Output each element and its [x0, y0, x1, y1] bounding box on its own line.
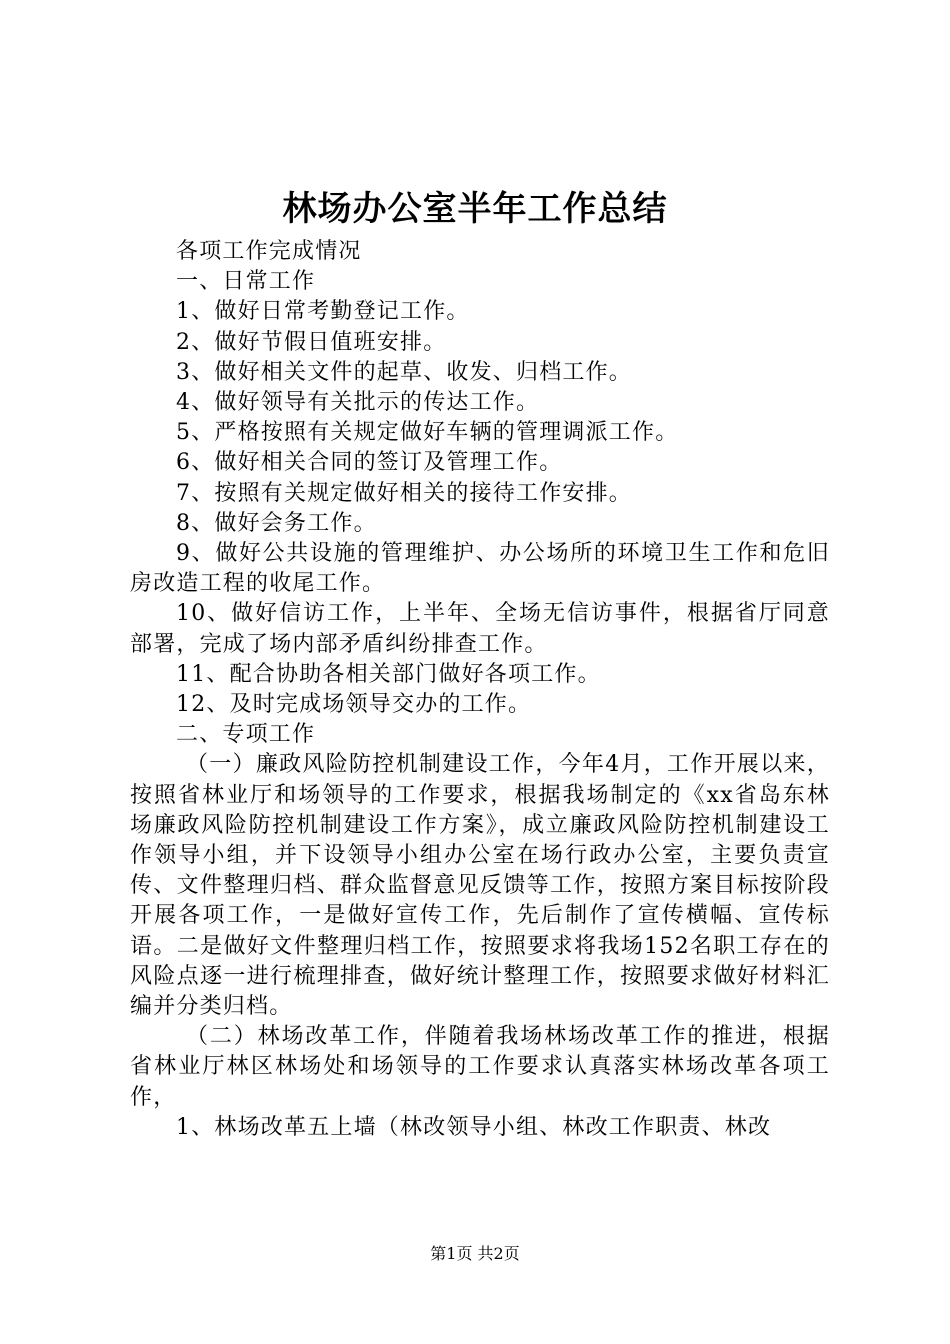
- paragraph: 二、专项工作: [176, 722, 316, 748]
- paragraph: 10、做好信访工作，上半年、全场无信访事件，根据省厅同意部署，完成了场内部矛盾纠纷排查工作。: [130, 601, 830, 657]
- paragraph: 1、林场改革五上墙（林改领导小组、林改工作职责、林改: [176, 1114, 772, 1140]
- document-title: 林场办公室半年工作总结: [282, 189, 668, 229]
- paragraph: 1、做好日常考勤登记工作。: [176, 299, 470, 325]
- paragraph: 一、日常工作: [176, 269, 316, 295]
- paragraph: 9、做好公共设施的管理维护、办公场所的环境卫生工作和危旧房改造工程的收尾工作。: [130, 541, 830, 597]
- paragraph: 6、做好相关合同的签订及管理工作。: [176, 450, 563, 476]
- paragraph: 5、严格按照有关规定做好车辆的管理调派工作。: [176, 420, 679, 446]
- paragraph: 8、做好会务工作。: [176, 510, 377, 536]
- paragraph: （一）廉政风险防控机制建设工作，今年4月，工作开展以来，按照省林业厅和场领导的工作要求，根据我场制定的《xx省岛东林场廉政风险防控机制建设工作方案》，成立廉政风险防控机制建设工作领导小组，并下设领导小组办公室在场行政办公室，主要负责宣传、文件整理归档、群众监督意见反馈等工作，按照方案目标按阶段开展各项工作，一是做好宣传工作，先后制作了宣传横幅、宣传标语。二是做好文件整理归档工作，按照要求将我场152名职工存在的风险点逐一进行梳理排查，做好统计整理工作，按照要求做好材料汇编并分类归档。: [130, 752, 830, 1020]
- paragraph: 12、及时完成场领导交办的工作。: [176, 692, 532, 718]
- paragraph: 3、做好相关文件的起草、收发、归档工作。: [176, 359, 632, 385]
- document-body: [130, 237, 830, 1143]
- paragraph: 7、按照有关规定做好相关的接待工作安排。: [176, 480, 632, 506]
- paragraph: （二）林场改革工作，伴随着我场林场改革工作的推进，根据省林业厅林区林场处和场领导的工作要求认真落实林场改革各项工作，: [130, 1024, 830, 1110]
- paragraph: 11、配合协助各相关部门做好各项工作。: [176, 661, 601, 687]
- paragraph: 4、做好领导有关批示的传达工作。: [176, 390, 540, 416]
- paragraph: 2、做好节假日值班安排。: [176, 329, 447, 355]
- paragraph: 各项工作完成情况: [176, 239, 362, 264]
- page-footer: 第1页 共2页: [430, 1244, 520, 1263]
